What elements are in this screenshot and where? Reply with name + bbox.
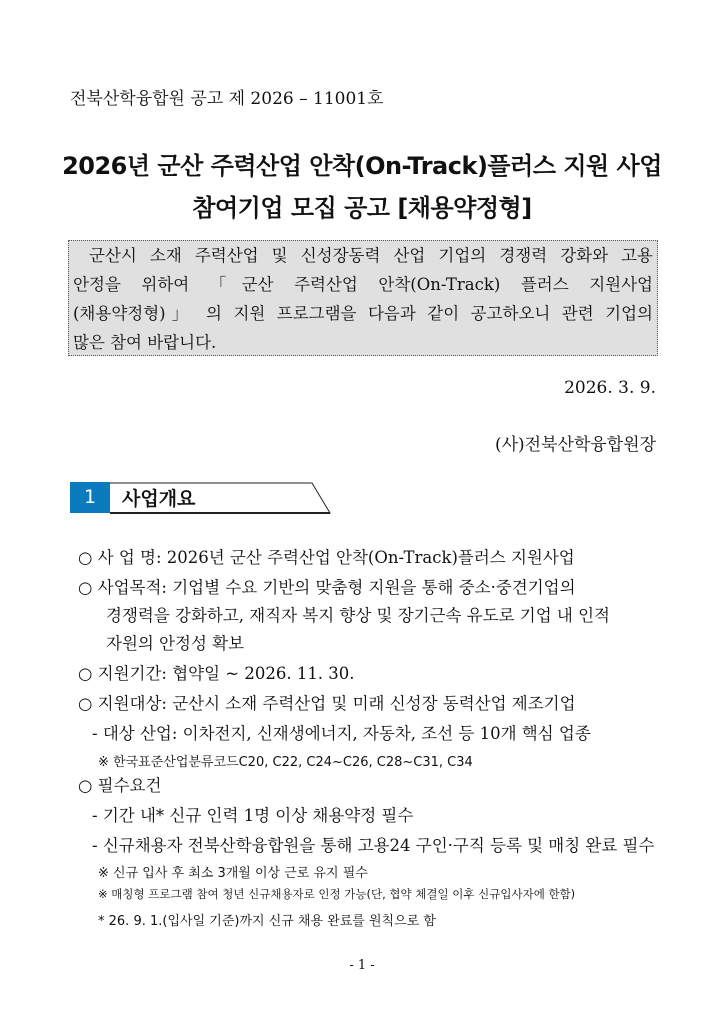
title-line-1: 2026년 군산 주력산업 안착(On-Track)플러스 지원 사업 bbox=[62, 152, 662, 180]
overview-item: - 대상 산업: 이차전지, 신재생에너지, 자동차, 조선 등 10개 핵심 업종 bbox=[92, 724, 591, 743]
intro-line: 안정을 위하여 「군산 주력산업 안착(On-Track) 플러스 지원사업 bbox=[73, 275, 653, 294]
section-header bbox=[70, 482, 330, 513]
overview-item: ○ 사 업 명: 2026년 군산 주력산업 안착(On-Track)플러스 지원사업 bbox=[78, 548, 575, 567]
overview-item: ○ 지원대상: 군산시 소재 주력산업 및 미래 신성장 동력산업 제조기업 bbox=[78, 694, 576, 713]
overview-item: - 기간 내* 신규 인력 1명 이상 채용약정 필수 bbox=[92, 806, 414, 825]
overview-item: 자원의 안정성 확보 bbox=[106, 634, 245, 653]
overview-item: ○ 필수요건 bbox=[78, 776, 162, 795]
section-number: 1 bbox=[70, 482, 110, 513]
section-label: 사업개요 bbox=[122, 488, 196, 510]
intro-line: 많은 참여 바랍니다. bbox=[73, 333, 217, 352]
announce-date: 2026. 3. 9. bbox=[564, 378, 656, 398]
overview-note: ※ 한국표준산업분류코드C20, C22, C24~C26, C28~C31, C34 bbox=[98, 755, 473, 770]
notice-number: 전북산학융합원 공고 제 2026 – 11001호 bbox=[70, 89, 384, 109]
title-line-2: 참여기업 모집 공고 [채용약정형] bbox=[192, 194, 532, 222]
overview-item: 경쟁력을 강화하고, 재직자 복지 향상 및 장기근속 유도로 기업 내 인적 bbox=[106, 606, 610, 625]
issuer: (사)전북산학융합원장 bbox=[494, 435, 656, 455]
overview-note: ※ 신규 입사 후 최소 3개월 이상 근로 유지 필수 bbox=[98, 866, 368, 881]
overview-note: * 26. 9. 1.(입사일 기준)까지 신규 채용 완료를 원칙으로 함 bbox=[98, 914, 436, 929]
intro-line: (채용약정형)」 의 지원 프로그램을 다음과 같이 공고하오니 관련 기업의 bbox=[73, 304, 653, 323]
overview-item: ○ 지원기간: 협약일 ~ 2026. 11. 30. bbox=[78, 664, 355, 683]
page-number: - 1 - bbox=[349, 958, 375, 973]
intro-line: 군산시 소재 주력산업 및 신성장동력 산업 기업의 경쟁력 강화와 고용 bbox=[89, 246, 653, 265]
overview-item: - 신규채용자 전북산학융합원을 통해 고용24 구인·구직 등록 및 매칭 완료 필수 bbox=[92, 836, 655, 855]
intro-box bbox=[68, 240, 658, 356]
overview-item: ○ 사업목적: 기업별 수요 기반의 맞춤형 지원을 통해 중소·중견기업의 bbox=[78, 578, 576, 597]
overview-note: ※ 매칭형 프로그램 참여 청년 신규채용자로 인정 가능(단, 협약 체결일 이후 신규입사자에 한함) bbox=[98, 887, 576, 901]
